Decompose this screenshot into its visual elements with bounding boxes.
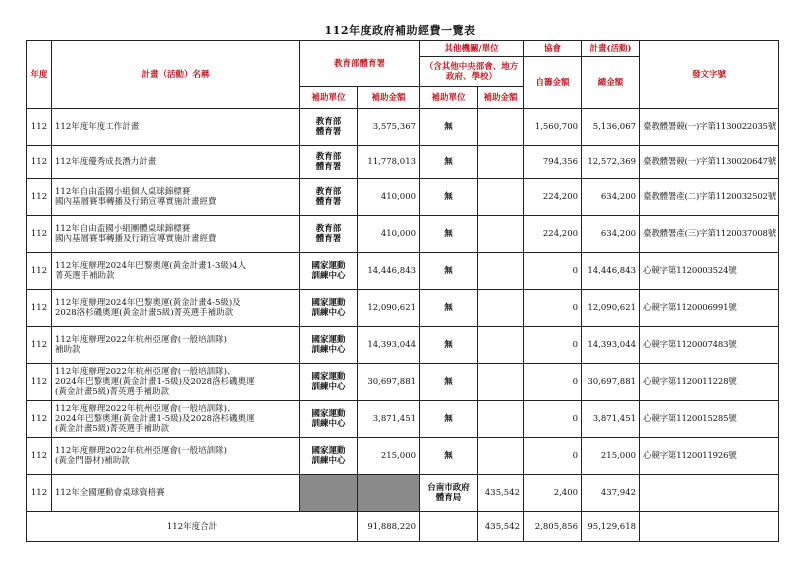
table-row: [27, 327, 779, 364]
header-edu-unit: 補助單位: [300, 87, 358, 109]
row-edu-amount: 14,446,843: [358, 253, 420, 290]
total-other-unit: [420, 512, 478, 542]
table-row: [27, 146, 779, 179]
header-edu-agency: 教育部體育署: [300, 41, 420, 87]
row-year: 112: [27, 179, 52, 216]
table-row: [27, 109, 779, 146]
row-edu-unit: 教育部 體育署: [300, 109, 358, 146]
table-row: [27, 438, 779, 475]
row-edu-amount: 3,575,367: [358, 109, 420, 146]
row-total-amount: 5,136,067: [582, 109, 640, 146]
row-year: 112: [27, 109, 52, 146]
header-other-unit: 補助單位: [420, 87, 478, 109]
header-self-amount: 自籌金額: [524, 57, 582, 109]
row-edu-unit: 國家運動 訓練中心: [300, 364, 358, 401]
row-other-unit: 無: [420, 179, 478, 216]
row-self-amount: 0: [524, 438, 582, 475]
row-self-amount: 0: [524, 290, 582, 327]
row-plan-name: 112年度辦理2024年巴黎奧運(黃金計畫1-3級)4人 菁英選手補助款: [52, 253, 300, 290]
row-other-amount: [478, 401, 524, 438]
row-edu-unit: 國家運動 訓練中心: [300, 290, 358, 327]
row-year: 112: [27, 475, 52, 512]
header-other-amount: 補助金額: [478, 87, 524, 109]
row-self-amount: 0: [524, 327, 582, 364]
table-row: [27, 179, 779, 216]
row-plan-name: 112年度辦理2022年杭州亞運會(一般培訓隊) 補助款: [52, 327, 300, 364]
header-other-note: （含其他中央部會、地方政府、學校）: [420, 57, 524, 87]
row-other-amount: [478, 290, 524, 327]
row-doc-number: 心競字第1120011228號: [640, 364, 779, 401]
row-year: 112: [27, 364, 52, 401]
row-self-amount: 0: [524, 364, 582, 401]
row-other-unit: 無: [420, 401, 478, 438]
row-doc-number: 臺教體署競(一)字第1130020647號: [640, 146, 779, 179]
row-plan-name: 112年自由盃國小組個人桌球錦標賽 國內基層賽事轉播及行銷宣導實施計畫經費: [52, 179, 300, 216]
subsidy-table: [26, 40, 779, 542]
total-self-amount: 2,805,856: [524, 512, 582, 542]
row-plan-name: 112年度辦理2022年杭州亞運會(一般培訓隊)、 2024年巴黎奧運(黃金計畫1-5級)及2028洛杉磯奧運 (黃金計畫5級)菁英選手補助款: [52, 364, 300, 401]
row-other-amount: [478, 438, 524, 475]
row-edu-unit: 教育部 體育署: [300, 216, 358, 253]
row-other-amount: [478, 179, 524, 216]
row-edu-unit: 教育部 體育署: [300, 146, 358, 179]
row-other-amount: [478, 146, 524, 179]
row-edu-amount: 215,000: [358, 438, 420, 475]
header-year: 年度: [27, 41, 52, 109]
total-total-amount: 95,129,618: [582, 512, 640, 542]
row-year: 112: [27, 146, 52, 179]
row-doc-number: 心競字第1120015285號: [640, 401, 779, 438]
page-title: 112年度政府補助經費一覽表: [324, 24, 476, 37]
table-row: [27, 290, 779, 327]
row-other-amount: [478, 364, 524, 401]
row-plan-name: 112年度辦理2022年杭州亞運會(一般培訓隊)、 2024年巴黎奧運(黃金計畫1-5級)及2028洛杉磯奧運 (黃金計畫5級)菁英選手補助款: [52, 401, 300, 438]
row-edu-unit: 國家運動 訓練中心: [300, 438, 358, 475]
row-edu-unit: 國家運動 訓練中心: [300, 253, 358, 290]
header-doc-number: 發文字號: [640, 41, 779, 109]
row-year: 112: [27, 216, 52, 253]
table-row: [27, 364, 779, 401]
row-plan-name: 112年度辦理2022年杭州亞運會(一般培訓隊) (黃金門器材)補助款: [52, 438, 300, 475]
row-edu-amount: [358, 475, 420, 512]
row-total-amount: 14,446,843: [582, 253, 640, 290]
row-other-amount: 435,542: [478, 475, 524, 512]
row-total-amount: 30,697,881: [582, 364, 640, 401]
total-doc-number: [640, 512, 779, 542]
row-other-unit: 無: [420, 253, 478, 290]
row-other-unit: 無: [420, 438, 478, 475]
row-other-amount: [478, 253, 524, 290]
row-year: 112: [27, 327, 52, 364]
table-row: [27, 401, 779, 438]
row-total-amount: 634,200: [582, 216, 640, 253]
row-edu-unit: 國家運動 訓練中心: [300, 327, 358, 364]
row-plan-name: 112年度年度工作計畫: [52, 109, 300, 146]
row-other-unit: 無: [420, 327, 478, 364]
row-other-amount: [478, 216, 524, 253]
table-row: [27, 475, 779, 512]
row-self-amount: 0: [524, 401, 582, 438]
total-label: 112年度合計: [27, 512, 358, 542]
row-self-amount: 224,200: [524, 216, 582, 253]
row-year: 112: [27, 401, 52, 438]
total-edu-amount: 91,888,220: [358, 512, 420, 542]
row-plan-name: 112年全國運動會桌球資格賽: [52, 475, 300, 512]
row-edu-amount: 12,090,621: [358, 290, 420, 327]
header-edu-amount: 補助金額: [358, 87, 420, 109]
row-other-amount: [478, 109, 524, 146]
row-total-amount: 634,200: [582, 179, 640, 216]
row-other-unit: 無: [420, 146, 478, 179]
row-edu-amount: 11,778,013: [358, 146, 420, 179]
row-year: 112: [27, 438, 52, 475]
row-doc-number: 心競字第1120003524號: [640, 253, 779, 290]
row-edu-amount: 14,393,044: [358, 327, 420, 364]
row-plan-name: 112年度辦理2024年巴黎奧運(黃金計畫4-5級)及 2028洛杉磯奧運(黃金計畫5級)菁英選手補助款: [52, 290, 300, 327]
row-year: 112: [27, 253, 52, 290]
table-row: [27, 253, 779, 290]
row-other-unit: 台南市政府 體育局: [420, 475, 478, 512]
row-other-amount: [478, 327, 524, 364]
row-doc-number: 心競字第1120006991號: [640, 290, 779, 327]
row-edu-amount: 3,871,451: [358, 401, 420, 438]
row-self-amount: 1,560,700: [524, 109, 582, 146]
row-doc-number: 心競字第1120007483號: [640, 327, 779, 364]
row-total-amount: 12,090,621: [582, 290, 640, 327]
row-other-unit: 無: [420, 109, 478, 146]
row-doc-number: 臺教體署產(三)字第1120037008號: [640, 216, 779, 253]
row-edu-unit: [300, 475, 358, 512]
row-plan-name: 112年度優秀成長潛力計畫: [52, 146, 300, 179]
row-total-amount: 437,942: [582, 475, 640, 512]
total-row: [27, 512, 779, 542]
row-edu-amount: 30,697,881: [358, 364, 420, 401]
row-self-amount: 224,200: [524, 179, 582, 216]
row-total-amount: 14,393,044: [582, 327, 640, 364]
row-edu-unit: 國家運動 訓練中心: [300, 401, 358, 438]
row-edu-amount: 410,000: [358, 216, 420, 253]
row-total-amount: 12,572,369: [582, 146, 640, 179]
header-association: 協會: [524, 41, 582, 57]
row-other-unit: 無: [420, 290, 478, 327]
table-row: [27, 216, 779, 253]
header-other-agency: 其他機關/單位: [420, 41, 524, 57]
header-plan-name: 計畫（活動）名稱: [52, 41, 300, 109]
row-self-amount: 2,400: [524, 475, 582, 512]
row-total-amount: 215,000: [582, 438, 640, 475]
row-self-amount: 0: [524, 253, 582, 290]
row-other-unit: 無: [420, 216, 478, 253]
header-plan-total: 計畫(活動): [582, 41, 640, 57]
row-plan-name: 112年自由盃國小組團體桌球錦標賽 國內基層賽事轉播及行銷宣導實施計畫經費: [52, 216, 300, 253]
row-total-amount: 3,871,451: [582, 401, 640, 438]
row-edu-amount: 410,000: [358, 179, 420, 216]
row-year: 112: [27, 290, 52, 327]
row-doc-number: 臺教體署產(二)字第1120032502號: [640, 179, 779, 216]
total-other-amount: 435,542: [478, 512, 524, 542]
header-total-amount: 總金額: [582, 57, 640, 109]
row-doc-number: 心競字第1120011926號: [640, 438, 779, 475]
row-doc-number: [640, 475, 779, 512]
row-self-amount: 794,356: [524, 146, 582, 179]
row-doc-number: 臺教體署競(一)字第1130022035號: [640, 109, 779, 146]
row-other-unit: 無: [420, 364, 478, 401]
row-edu-unit: 教育部 體育署: [300, 179, 358, 216]
